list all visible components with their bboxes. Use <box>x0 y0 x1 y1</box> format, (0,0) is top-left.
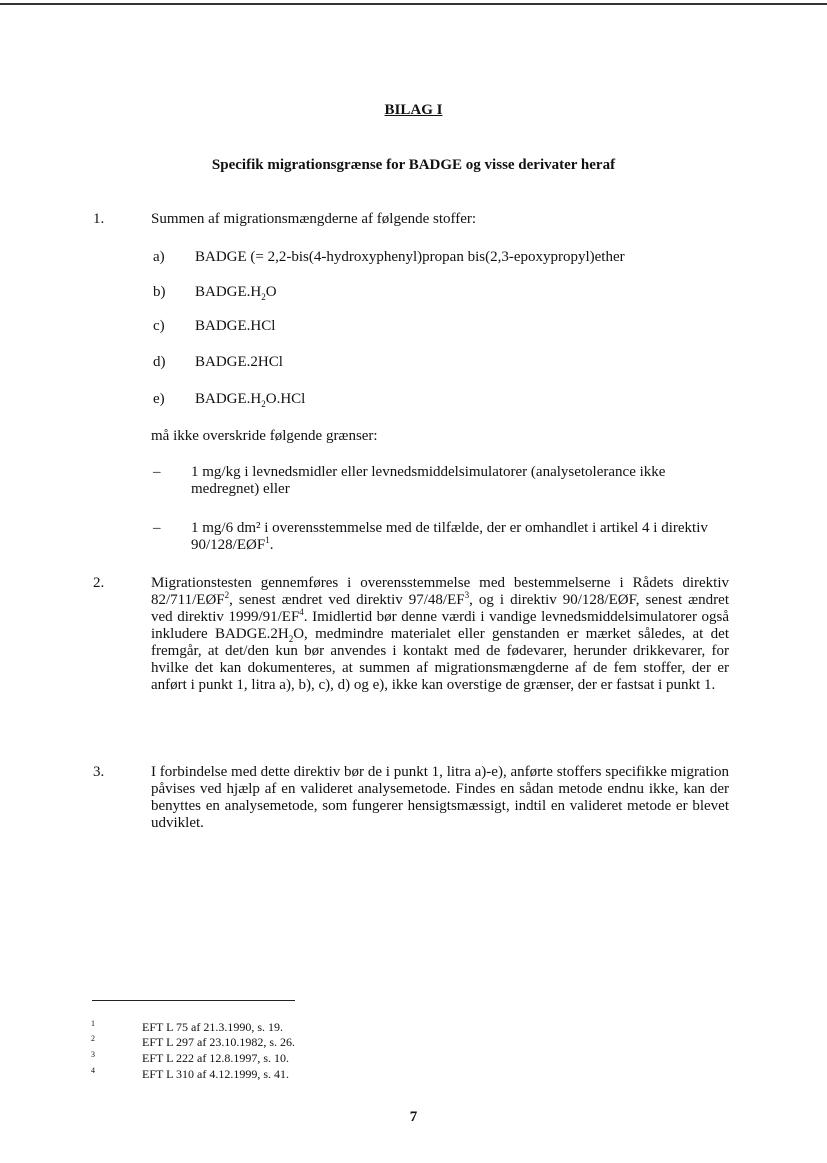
limits-intro: må ikke overskride følgende grænser: <box>151 428 378 444</box>
page-number: 7 <box>409 1109 418 1125</box>
item-d-text: BADGE.2HCl <box>195 354 283 370</box>
item-c-text: BADGE.HCl <box>195 318 276 334</box>
item-a-text: BADGE (= 2,2-bis(4-hydroxyphenyl)propan bis(2,3-epoxypropyl)ether <box>195 249 625 265</box>
item-b-text: $BADGE.H_2O$ <box>195 284 277 302</box>
section-2-paragraph: Migrationstesten gennemføres i overensstemmelse med bestemmelserne i Rådets direktiv 82/711/EØF$^2$, senest ændret ved direktiv $97/48/EF^3$, og i direktiv 90/128/EØF, senest ændret ved direktiv $1999/91/EF^4$. Imidlertid bør denne værdi i vandige levnedsmiddelsimulatorer også inkludere $BADGE.2H_2O$, medmindre materialet eller genstanden er mærket således, at det fremgår, at det/den kun bør anvendes i kontakt med de fødevarer, herunder drikkevarer, for hvilke det kan dokumenteres, at summen af migrationsmængderne af de fem stoffer, der er anført i punkt 1, litra a), b), c), d) og e), ikke kan overstige de grænser, der er fastsat i punkt 1. <box>151 575 729 693</box>
section-3-number: 3. <box>93 764 105 780</box>
item-d-letter: d) <box>153 354 166 370</box>
page-subtitle: Specifik migrationsgrænse for BADGE og visse derivater heraf <box>211 157 616 173</box>
item-c-letter: c) <box>153 318 165 334</box>
section-3-paragraph: I forbindelse med dette direktiv bør de i punkt 1, litra a)-e), anførte stoffers specifikke migration påvises ved hjælp af en valideret analysemetode. Findes en sådan metode endnu ikke, kan der benyttes en analysemetode, som fungerer hensigtsmæssigt, indtil en valideret metode er blevet udviklet. <box>151 764 729 831</box>
footnote-2-text: EFT L 297 af 23.10.1982, s. 26. <box>142 1035 295 1049</box>
item-b-letter: b) <box>153 284 166 300</box>
footnote-3-number: 3 <box>91 1050 95 1059</box>
bullet-2-text: 1 mg/6 dm² i overensstemmelse med de tilfælde, der er omhandlet i artikel 4 i direktiv 90/128/EØF$^1$. <box>191 520 708 553</box>
section-2-number: 2. <box>93 575 105 591</box>
item-e-letter: e) <box>153 391 165 407</box>
footnote-1-text: EFT L 75 af 21.3.1990, s. 19. <box>142 1020 283 1034</box>
item-e-text: $BADGE.H_2O.HCl$ <box>195 391 306 409</box>
bullet-1-text: 1 mg/kg i levnedsmidler eller levnedsmiddelsimulatorer (analysetolerance ikke medregnet) eller <box>191 464 666 497</box>
item-a-letter: a) <box>153 249 165 265</box>
footnote-2-number: 2 <box>91 1034 95 1043</box>
footnote-4-text: EFT L 310 af 4.12.1999, s. 41. <box>142 1067 289 1081</box>
footnote-1-number: 1 <box>91 1019 95 1028</box>
footnote-divider <box>92 1000 295 1001</box>
page-title: BILAG I <box>384 102 443 118</box>
bullet-2-dash: – <box>153 520 161 536</box>
section-1-intro: Summen af migrationsmængderne af følgende stoffer: <box>151 211 477 227</box>
footnote-4-number: 4 <box>91 1066 95 1075</box>
section-1-number: 1. <box>93 211 105 227</box>
footnote-3-text: EFT L 222 af 12.8.1997, s. 10. <box>142 1051 289 1065</box>
bullet-1-dash: – <box>153 464 161 480</box>
